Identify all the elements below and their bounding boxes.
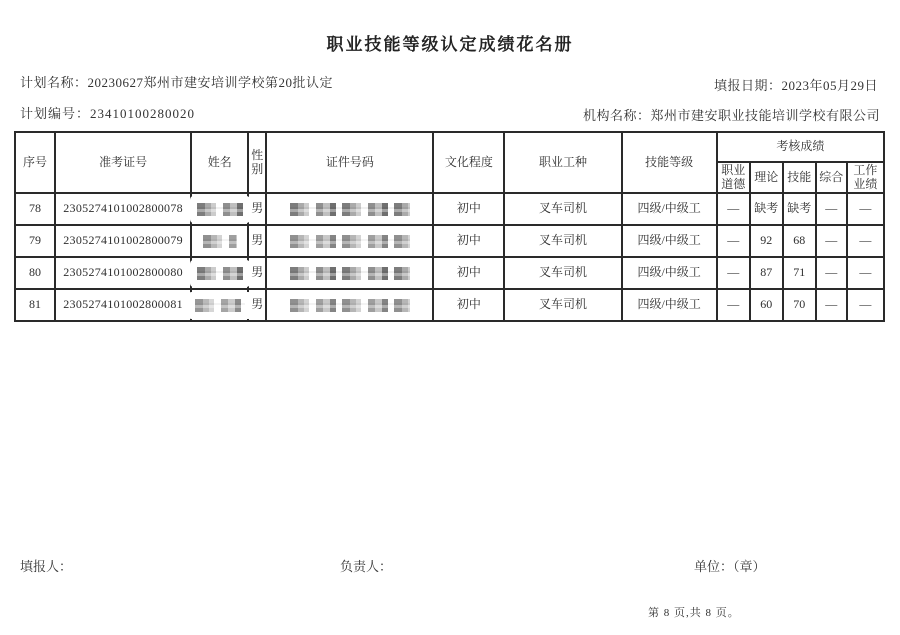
cell-skill: 68 [783,225,816,257]
cell-comprehensive: — [816,225,847,257]
redacted-name-mosaic [197,203,243,216]
page-title: 职业技能等级认定成绩花名册 [326,35,574,54]
cell-work: — [847,257,884,289]
col-header-ticket: 准考证号 [55,132,191,193]
col-header-scores-group: 考核成绩 [717,132,884,162]
cell-theory: 87 [750,257,783,289]
col-header-skill: 技能 [783,162,816,193]
cell-education: 初中 [433,289,504,321]
cell-level: 四级/中级工 [622,225,717,257]
cell-name-redacted [191,225,248,257]
filler-label: 填报人： [20,559,73,574]
redacted-id-mosaic [290,235,410,248]
cell-work: — [847,225,884,257]
redaction-halo [290,267,410,280]
cell-level: 四级/中级工 [622,257,717,289]
cell-skill: 70 [783,289,816,321]
cell-comprehensive: — [816,193,847,225]
cell-occupation: 叉车司机 [504,289,621,321]
cell-occupation: 叉车司机 [504,193,621,225]
redaction-halo [290,203,410,216]
cell-skill: 缺考 [783,193,816,225]
cell-theory: 92 [750,225,783,257]
cell-comprehensive: — [816,257,847,289]
cell-theory: 60 [750,289,783,321]
col-header-level: 技能等级 [622,132,717,193]
col-header-morality: 职业道德 [717,162,750,193]
redacted-name-mosaic [203,235,237,248]
cell-theory: 缺考 [750,193,783,225]
manager-label: 负责人： [340,559,393,574]
redaction-halo [195,299,245,312]
cell-level: 四级/中级工 [622,289,717,321]
col-header-comprehensive: 综合 [816,162,847,193]
page-number-info: 第 8 页,共 8 页。 [648,607,740,619]
table-row [15,193,884,225]
col-header-work: 工作业绩 [847,162,884,193]
table-row [15,225,884,257]
cell-morality: — [717,289,750,321]
cell-ticket: 2305274101002800079 [55,225,191,257]
plan-number: 计划编号：23410100280020 [20,106,196,121]
cell-skill: 71 [783,257,816,289]
cell-name-redacted [191,193,248,225]
cell-seq: 78 [15,193,55,225]
redacted-id-mosaic [290,267,410,280]
cell-work: — [847,289,884,321]
col-header-education: 文化程度 [433,132,504,193]
cell-name-redacted [191,289,248,321]
col-header-id: 证件号码 [266,132,433,193]
cell-morality: — [717,257,750,289]
redaction-halo [197,267,243,280]
cell-ticket: 2305274101002800080 [55,257,191,289]
cell-gender: 男 [248,225,266,257]
report-date: 填报日期：2023年05月29日 [713,78,878,93]
redaction-halo [290,235,410,248]
score-roster-table [14,131,885,322]
cell-occupation: 叉车司机 [504,225,621,257]
unit-seal-label: 单位：（章） [694,559,766,574]
cell-work: — [847,193,884,225]
cell-seq: 79 [15,225,55,257]
cell-ticket: 2305274101002800078 [55,193,191,225]
cell-ticket: 2305274101002800081 [55,289,191,321]
cell-education: 初中 [433,193,504,225]
cell-seq: 80 [15,257,55,289]
cell-gender: 男 [248,289,266,321]
header-row-1 [15,132,884,162]
cell-gender: 男 [248,257,266,289]
cell-education: 初中 [433,225,504,257]
col-header-gender: 性别 [248,132,266,193]
cell-education: 初中 [433,257,504,289]
cell-gender: 男 [248,193,266,225]
redacted-id-mosaic [290,299,410,312]
redaction-halo [203,235,237,248]
redacted-id-mosaic [290,203,410,216]
cell-morality: — [717,193,750,225]
cell-comprehensive: — [816,289,847,321]
redacted-name-mosaic [195,299,245,312]
col-header-occupation: 职业工种 [504,132,621,193]
redaction-halo [290,299,410,312]
table-row [15,257,884,289]
col-header-name: 姓名 [191,132,248,193]
cell-seq: 81 [15,289,55,321]
cell-occupation: 叉车司机 [504,257,621,289]
cell-id-redacted [266,289,433,321]
redacted-name-mosaic [197,267,243,280]
cell-morality: — [717,225,750,257]
col-header-seq: 序号 [15,132,55,193]
cell-name-redacted [191,257,248,289]
cell-level: 四级/中级工 [622,193,717,225]
cell-id-redacted [266,225,433,257]
table-row [15,289,884,321]
plan-name: 计划名称：20230627郑州市建安培训学校第20批认定 [20,75,334,90]
org-name: 机构名称：郑州市建安职业技能培训学校有限公司 [582,108,880,123]
cell-id-redacted [266,193,433,225]
cell-id-redacted [266,257,433,289]
redaction-halo [197,203,243,216]
col-header-theory: 理论 [750,162,783,193]
